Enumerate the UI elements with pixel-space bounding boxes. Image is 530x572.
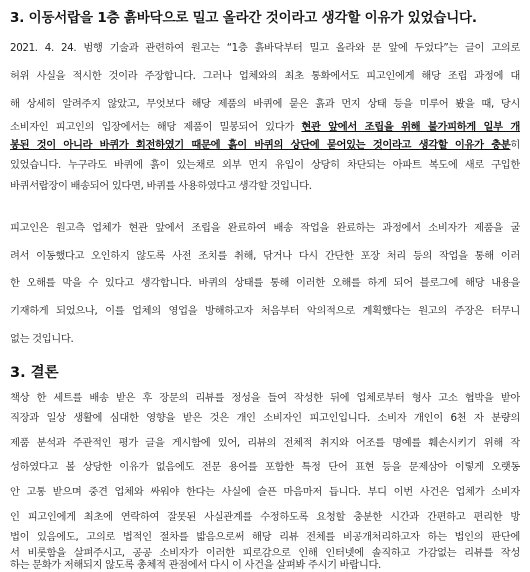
paragraph-line: 해 상세히 알려주지 않았고, 무엇보다 해당 제품의 바퀴에 묻은 흙과 먼지 상태 등을 미루어 봤을 때, 당시 bbox=[10, 98, 520, 110]
section-heading-conclusion: 3. 결론 bbox=[10, 365, 59, 381]
paragraph-line: 바퀴서랍장이 배송되어 있다면, 바퀴를 사용하였다고 생각할 것입니다. bbox=[10, 180, 312, 192]
paragraph-line: 있었습니다. 누구라도 바퀴에 흙이 있는채로 외부 먼지 유입이 상당히 차단되는 아파트 복도에 새로 구입한 bbox=[10, 159, 520, 171]
paragraph-line: 인 피고인에게 최초에 연락하여 잘못된 사실관계를 수정하도록 요청할 충분한 시간과 간편하고 편리한 방 bbox=[10, 511, 520, 523]
paragraph-line: 책상 한 세트를 배송 받은 후 장문의 리뷰를 정성을 들여 작성한 뒤에 업체로부터 형사 고소 협박을 받아 bbox=[10, 392, 520, 404]
paragraph-line: 제품 분석과 주관적인 평가 글을 게시함에 있어, 리뷰의 전체적 취지와 어조를 명예를 훼손시키기 위해 작 bbox=[10, 437, 520, 449]
line-text: 히 bbox=[510, 139, 520, 151]
paragraph-line: 법이 있음에도, 고의로 법적인 절차를 밟음으로써 해당 리뷰 전체를 비공개처리하고자 하는 법인의 판단에 bbox=[10, 531, 520, 543]
paragraph-line: 없는 것입니다. bbox=[10, 333, 74, 345]
paragraph-line bbox=[10, 120, 520, 134]
paragraph-line: 성하였다고 볼 상당한 이유가 없음에도 전문 용어를 포함한 특정 단어 표현 등을 문제삼아 이렇게 오랫동 bbox=[10, 461, 520, 473]
paragraph-line bbox=[10, 138, 520, 152]
section-heading-reason: 3. 이동서랍을 1층 흙바닥으로 밀고 올라간 것이라고 생각할 이유가 있었습니다. bbox=[10, 10, 477, 26]
paragraph-line: 피고인은 원고측 업체가 현관 앞에서 조립을 완료하여 배송 작업을 완료하는 과정에서 소비자가 제품을 굴 bbox=[10, 222, 520, 234]
line-text: 소비자인 피고인의 입장에서는 해당 제품이 밀봉되어 있다가 bbox=[10, 121, 302, 133]
paragraph-line: 2021. 4. 24. 범행 기술과 관련하여 원고는 “1층 흙바닥부터 밀고 올라와 문 앞에 두었다”는 글이 고의로 bbox=[10, 42, 520, 54]
paragraph-line: 허위 사실을 적시한 것이라 주장합니다. 그러나 업체와의 최초 통화에서도 피고인에게 해당 조립 과정에 대 bbox=[10, 70, 520, 82]
paragraph-line: 하는 문화가 저해되지 않도록 총체적 관점에서 다시 이 사건을 살펴봐 주시기 바랍니다. bbox=[10, 559, 381, 571]
paragraph-line: 기재하게 되었으나, 이를 업체의 영업을 방해하고자 처음부터 악의적으로 계획했다는 원고의 주장은 터무니 bbox=[10, 305, 520, 317]
paragraph-line: 안 고통 받으며 중견 업체와 싸워야 한다는 사실에 슬픈 마음마저 듭니다. 부디 이번 사건은 업체가 소비자 bbox=[10, 486, 520, 498]
underlined-emphasis: 봉된 것이 아니라 바퀴가 회전하였기 때문에 흙이 바퀴의 상단에 묻어있는 것이라고 생각할 이유가 충분 bbox=[10, 139, 511, 151]
paragraph-line: 서 비롯함을 살펴주시고, 공공 소비자가 이러한 피로감으로 인해 인터넷에 솔직하고 가감없는 리뷰를 작성 bbox=[10, 547, 520, 559]
paragraph-line: 려서 이동했다고 오인하지 않도록 사전 조치를 취해, 닦거나 다시 간단한 포장 처리 등의 작업을 통해 이러 bbox=[10, 250, 520, 262]
paragraph-line: 한 오해를 막을 수 있다고 생각합니다. 바퀴의 상태를 통해 이러한 오해를 하게 되어 블로그에 해당 내용을 bbox=[10, 277, 520, 289]
paragraph-line: 직장과 일상 생활에 심대한 영향을 받은 것은 개인 소비자인 피고인입니다. 소비자 개인이 6천 자 분량의 bbox=[10, 412, 520, 424]
underlined-emphasis: 현관 앞에서 조립을 위해 불가피하게 일부 개 bbox=[301, 121, 520, 133]
